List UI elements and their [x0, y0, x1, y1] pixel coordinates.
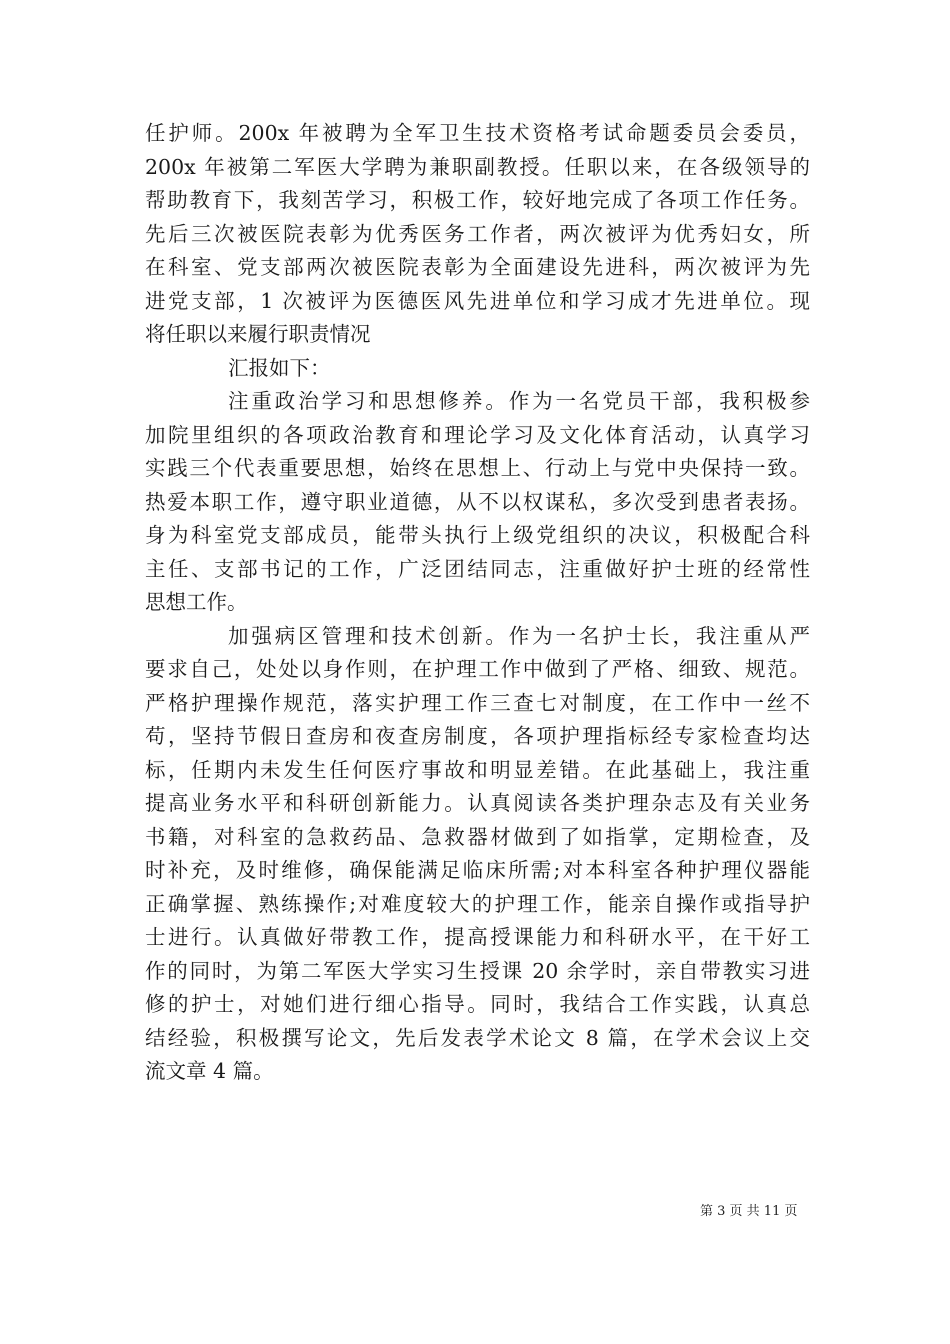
text-line: 士进行。认真做好带教工作，提高授课能力和科研水平，在干好工 [145, 925, 810, 949]
text-line: 进党支部，1 次被评为医德医风先进单位和学习成才先进单位。现 [145, 288, 810, 313]
text-line: 正确掌握、熟练操作;对难度较大的护理工作，能亲自操作或指导护 [145, 891, 810, 916]
text-line: 实践三个代表重要思想，始终在思想上、行动上与党中央保持一致。 [145, 456, 810, 480]
body-text [145, 117, 810, 1089]
text-line: 200x 年被第二军医大学聘为兼职副教授。任职以来，在各级领导的 [145, 154, 810, 179]
page-number-footer: 第 3 页 共 11 页 [700, 1204, 798, 1219]
text-line: 主任、支部书记的工作，广泛团结同志，注重做好护士班的经常性 [145, 556, 810, 581]
text-line: 加院里组织的各项政治教育和理论学习及文化体育活动，认真学习 [145, 422, 810, 447]
text-line: 修的护士，对她们进行细心指导。同时，我结合工作实践，认真总 [145, 992, 810, 1016]
text-line: 提高业务水平和科研创新能力。认真阅读各类护理杂志及有关业务 [145, 791, 810, 815]
text-line: 先后三次被医院表彰为优秀医务工作者，两次被评为优秀妇女，所 [145, 221, 810, 246]
text-line: 作的同时，为第二军医大学实习生授课 20 余学时，亲自带教实习进 [145, 958, 810, 983]
text-line: 帮助教育下，我刻苦学习，积极工作，较好地完成了各项工作任务。 [145, 188, 810, 212]
text-line: 将任职以来履行职责情况 [145, 322, 371, 346]
text-line: 身为科室党支部成员，能带头执行上级党组织的决议，积极配合科 [145, 523, 810, 547]
text-line: 要求自己，处处以身作则，在护理工作中做到了严格、细致、规范。 [145, 657, 810, 681]
text-line: 时补充，及时维修，确保能满足临床所需;对本科室各种护理仪器能 [145, 858, 810, 882]
text-line: 汇报如下： [228, 355, 331, 380]
text-line: 思想工作。 [145, 590, 248, 614]
text-line: 流文章 4 篇。 [145, 1059, 274, 1083]
text-line: 结经验，积极撰写论文，先后发表学术论文 8 篇，在学术会议上交 [145, 1025, 810, 1050]
text-line: 在科室、党支部两次被医院表彰为全面建设先进科，两次被评为先 [145, 255, 810, 279]
paragraph-start-line: 注重政治学习和思想修养。作为一名党员干部，我积极参 [228, 389, 810, 413]
text-line: 书籍，对科室的急救药品、急救器材做到了如指掌，定期检查，及 [145, 824, 810, 849]
text-line: 标，任期内未发生任何医疗事故和明显差错。在此基础上，我注重 [145, 757, 810, 782]
text-line: 严格护理操作规范，落实护理工作三查七对制度，在工作中一丝不 [145, 690, 810, 715]
text-line: 苟，坚持节假日查房和夜查房制度，各项护理指标经专家检查均达 [145, 724, 810, 748]
text-line: 任护师。200x 年被聘为全军卫生技术资格考试命题委员会委员， [145, 121, 810, 145]
text-line: 热爱本职工作，遵守职业道德，从不以权谋私，多次受到患者表扬。 [145, 489, 810, 514]
paragraph-start-line: 加强病区管理和技术创新。作为一名护士长，我注重从严 [228, 623, 810, 648]
